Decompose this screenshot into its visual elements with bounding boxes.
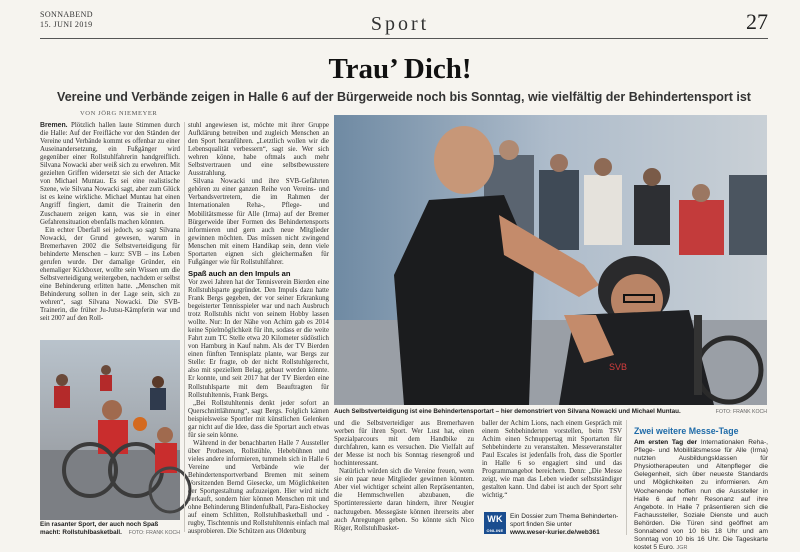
photo-main-credit: FOTO: FRANK KOCH [715,409,767,415]
logo-text: WK [487,514,503,524]
dossier-promo [510,513,618,537]
paragraph: Während in der benachbarten Halle 7 Aussteller über Prothesen, Rollstühle, Hebebühnen und vieles andere informieren, tummeln sich in Halle 6 Vereine und Verbände wie der Behindertensportverband Bremen mit seinem Vorsitzenden Bernd Giesecke, um Möglichkeiten der Sportgestaltung aufzuzeigen. Hier wird nicht verkauft, sondern hier können Menschen mit und ohne Behinderung Blindenfußball, Para-Eishockey auf einem Schlitten, Rollstuhlbasketball und -rugby, Tischtennis und Rollstuhltennis einfach mal ausprobieren. Die Schützen aus Oldenburg [188,439,329,536]
photo-main-credit-block [660,408,767,417]
promo-line-2: sport finden Sie unter [510,521,572,528]
promo-line-1: Ein Dossier zum Thema Behinderten- [510,513,619,520]
article-byline: VON JÖRG NIEMEYER [80,110,158,117]
photo-main-caption: Auch Selbstverteidigung ist eine Behindertensportart – hier demonstriert von Silvana Nowacki und Michael Muntau. [334,408,681,415]
weser-kurier-online-logo [484,512,506,534]
paragraph: baller der Achim Lions, nach einem Gespräch mit einem Sehbehinderten vorstellen, beim TSV Achim einen Schnuppertag mit Sportarten für Sehbehinderte zu veranstalten. Messeveranstalter Paul Escales ist jedenfalls froh, dass die Sportler in Halle 6 so engagiert sind und das Programmangebot bereichern. Denn: „Die Messe zeigt, wie man das Leben wieder selbstständiger gestalten kann. Und dabei ist auch der Sport sehr wichtig.“ [482,420,622,500]
column-divider [184,122,185,532]
photo-small-credit: FOTO: FRANK KOCH [128,530,180,536]
infobox-author: JGR [676,545,688,552]
page-number: 27 [746,9,768,34]
promo-url-link[interactable]: www.weser-kurier.de/web361 [510,529,600,536]
paragraph: und die Selbstverteidiger aus Bremerhaven werben für ihren Sport. Wer Lust hat, einen Spezialparcours mit dem Handbike zu durchfahren, kann es versuchen. Die Vielfalt auf der Messe ist noch bis Sonntag riesengroß und hochinteressant. [334,420,474,468]
dateline: Bremen. [40,122,68,129]
article-column-1 [40,122,180,336]
infobox-body [634,439,768,552]
article-column-3 [334,420,474,535]
paragraph: Natürlich würden sich die Vereine freuen, wenn sie ein paar neue Mitglieder gewinnen könnten. Aber viel wichtiger scheint allen Repräsentanten, die Hemmschwellen abzubauen, die Sportinteressierte daran hindern, ihrer Neugier nachzugeben. Messegäste können ihrerseits aber auch Anregungen geben. So könnte sich Nico Röger, Rollstuhlbasket- [334,468,474,532]
infobox-title: Zwei weitere Messe-Tage [634,426,739,436]
section-subheading: Spaß auch an den Impuls an [188,268,291,278]
photo-wheelchair-basketball [40,340,180,520]
article-subheadline: Vereine und Verbände zeigen in Halle 6 auf der Bürgerweide noch bis Sonntag, wie vielfältig der Behindertensport ist [57,90,751,104]
masthead-weekday: SONNABEND [40,10,93,19]
masthead-date: 15. JUNI 2019 [40,20,93,29]
masthead-rule [40,38,768,39]
paragraph: Silvana Nowacki und ihre SVB-Gefährten gehören zu einer ganzen Reihe von Vereins- und Verbandsvertretern, die im Rahmen der Internationalen Reha-, Pflege- und Mobilitätsmesse für Alle (Irma) auf der Bremer Bürgerweide über Formen des Behindertensports informieren und gern auch neue Mitglieder gewinnen möchten. Das müssen nicht zwingend Menschen mit einem Handikap sein, denn viele Sportarten eignen sich gleichermaßen für Fußgänger wie für Rollstuhlfahrer. [188,178,329,266]
logo-subtext: ONLINE [486,528,504,533]
basketball-photo-illustration [40,340,180,520]
article-headline: Trau’ Dich! [328,53,472,85]
self-defense-photo-illustration [334,115,767,405]
paragraph: Ein echter Überfall sei jedoch, so sagt Silvana Nowacki, der Grund gewesen, warum in Bremerhaven 2002 die Selbstverteidigung für behinderte Menschen – kurz: SVB – ins Leben gerufen wurde. Der damalige Gründer, ein ehemaliger Kickboxer, wollte sein Wissen um die Selbstverteidigung weitergeben, nachdem er selbst eine Behinderung erlitten hatte. „Menschen mit Behinderung sollten in der Lage sein, sich zu wehren“, sagt Silvana Nowacki. Die SVB-Trainerin, die früher Ju-Jutsu-Kämpferin war und seit 2007 auf den Roll- [40,226,180,323]
paragraph [40,122,180,227]
paragraph: Vor zwei Jahren hat der Tennisverein Bierden eine Rollstuhlsparte gegründet. Den Impuls dazu hatte Frank Bergs gegeben, der vor seiner Erkrankung begeisterter Tennisspieler war und nach Ausbruch trotz Rollstuhls nicht von seinem Hobby lassen wollte. Nur: In der Nähe von Achim gab es 2014 keine Spielmöglichkeit für ihn, sodass er die weite Fahrt zum TC Stelle etwa 20 Kilometer südöstlich von Hamburg in Kauf nahm. Als der TV Bierden einen fünften Tennisplatz plante, war Bergs zur Stelle: Er fragte, ob der nicht Rollstuhlgerecht, also mit speziellem Belag, gebaut werden könnte. Er konnte, und seit 2017 hat der TV Bierden eine Rollstuhlsparte mit dem Beauftragten für Rollstuhltennis, Frank Bergs. [188,278,329,399]
article-column-2 [188,122,329,534]
photo-small-credit-block [110,529,180,538]
svg-text:SVB: SVB [609,362,628,372]
paragraph-text: Plötzlich hallen laute Stimmen durch die Halle: Auf der Freifläche vor den Ständen der Vereine und Verbände kommt es offenbar zu einer Auseinandersetzung, ein Fußgänger wird gegenüber einer Rollstuhlfahrerin handgreiflich. Silvana Nowacki aber weiß sich zu erwehren. Mit gezielten Griffen widersetzt sie sich der Attacke von Michael Muntau. Es sei eine realistische Szene, wie Silvana Nowacki sagt, aber zum Glück ist es keine wirkliche. Michael Muntau hat einen Angriff fingiert, damit die Trainerin den Zuschauern zeigen kann, was sie in einer Gefahrensituation ebenfalls machen könnten. [40,122,180,226]
infobox-text: Internationalen Reha-, Pflege- und Mobilitätsmesse für Alle (Irma) nutzten Ausbildungsklassen für Physiotherapeuten und Altenpfleger die Gelegenheit, sich über neueste Standards und Möglichkeiten zu informieren. Am Wochenende hoffen nun die Aussteller in Halle 6 auf mehr Resonanz auf ihre Angebote. In Halle 7 präsentieren sich die Fachaussteller, Soziale Dienste und auch Behörden. Die Türen sind geöffnet am Sonnabend von 10 bis 18 Uhr und am Sonntag von 10 bis 16 Uhr. Die Tageskarte kostet 5 Euro. [634,439,768,552]
photo-self-defense [334,115,767,405]
article-column-4 [482,420,622,508]
infobox-lead: Am ersten Tag der [634,439,698,446]
paragraph: „Bei Rollstuhltennis denkt jeder sofort an Querschnittlähmung“, sagt Bergs. Folglich kämen beispielsweise Sportler mit künstlichen Gelenken gar nicht auf die Idee, dass die Sportart auch etwas für sie sein könne. [188,399,329,439]
section-title: Sport [370,13,430,35]
paragraph: stuhl angewiesen ist, möchte mit ihrer Gruppe Aufklärung betreiben und zugleich Menschen an den Sport heranführen. „Letztlich wollen wir die Lebensqualität verbessern“, sagt sie. Wer sich wehren könne, habe oftmals auch mehr Selbstvertrauen und eine selbstbewusstere Ausstrahlung. [188,122,329,178]
column-divider [626,420,627,535]
photo-small-caption: Ein rasanter Sport, der auch noch Spaß macht: Rollstuhlbasketball. [40,521,159,536]
